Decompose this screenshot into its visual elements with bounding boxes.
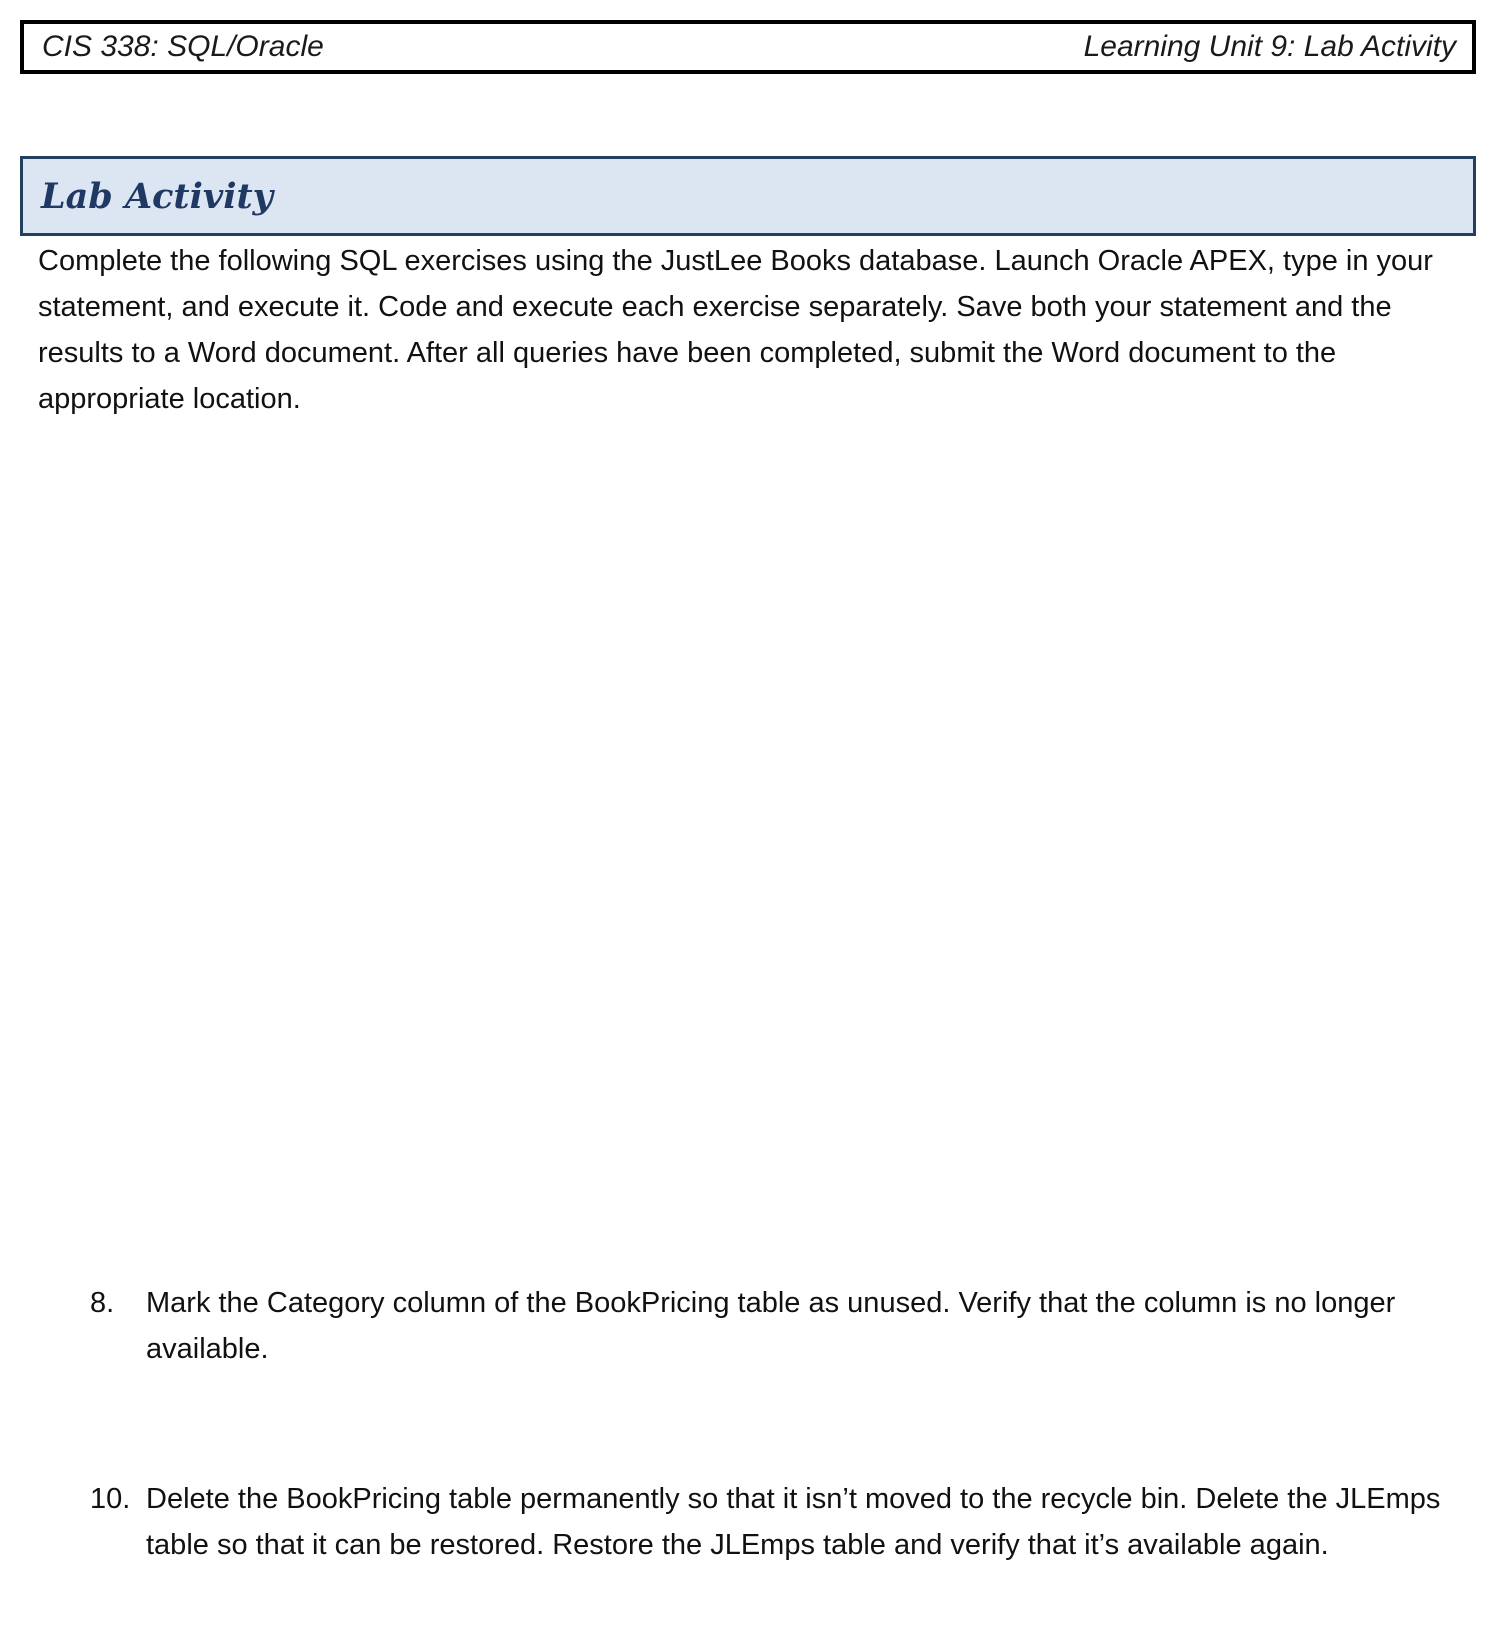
exercise-text: Delete the BookPricing table permanently so that it isn’t moved to the recycle bin. Delete the JLEmps table so that it can be restored. Restore the JLEmps table and verify that it’s available again. — [146, 1483, 1441, 1561]
exercise-item — [90, 1476, 1470, 1568]
unit-title: Learning Unit 9: Lab Activity — [1083, 30, 1456, 63]
page-header — [20, 20, 1476, 74]
intro-paragraph: Complete the following SQL exercises using the JustLee Books database. Launch Oracle APEX, type in your statement, and execute it. Code and execute each exercise separately. Save both your statement and the results to a Word document. After all queries have been completed, submit the Word document to the appropriate location. — [38, 245, 1433, 415]
exercise-item — [90, 1280, 1470, 1372]
exercise-number: 10. — [90, 1483, 131, 1515]
exercise-number: 8. — [90, 1287, 115, 1319]
course-title: CIS 338: SQL/Oracle — [42, 30, 324, 63]
exercise-text: Mark the Category column of the BookPricing table as unused. Verify that the column is no longer available. — [146, 1287, 1396, 1365]
section-banner — [20, 156, 1476, 236]
section-title: Lab Activity — [41, 175, 274, 217]
